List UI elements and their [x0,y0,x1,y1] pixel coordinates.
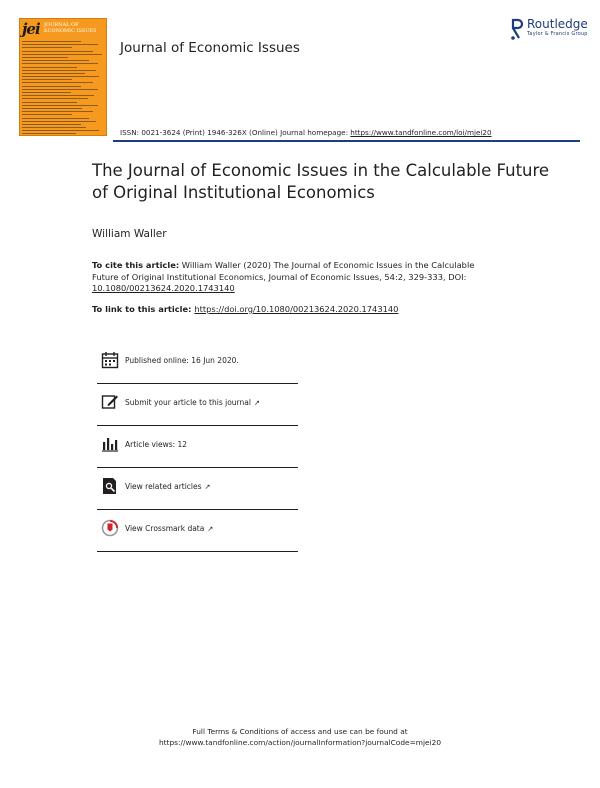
article-title: The Journal of Economic Issues in the Calculable Future of Original Institutional Economics [92,161,550,202]
journal-name: Journal of Economic Issues [120,40,300,56]
submit-article-row[interactable] [97,384,298,426]
footer-terms-link[interactable]: https://www.tandfonline.com/action/journalInformation?journalCode=mjei20 [158,738,442,747]
search-doc-icon [101,477,119,495]
issn-text: ISSN: 0021-3624 (Print) 1946-326X (Online) Journal homepage: [120,128,351,137]
submit-article-link[interactable]: Submit your article to this journal ↗ [125,398,260,407]
journal-cover-image [19,18,107,136]
calendar-icon [101,351,119,369]
article-info-list [97,342,298,552]
article-doi-link[interactable]: https://doi.org/10.1080/00213624.2020.1743140 [194,304,399,314]
published-online-label: Published online: 16 Jun 2020. [125,356,239,365]
publisher-tagline: Taylor & Francis Group [527,31,588,37]
article-link-block [92,304,398,314]
article-views-label: Article views: 12 [125,440,188,449]
external-link-icon: ↗ [253,399,260,407]
routledge-logo-icon [510,18,524,40]
article-views-row [97,426,298,468]
footer-terms-text: Full Terms & Conditions of access and use can be found at [192,727,408,736]
citation-block [92,260,502,295]
article-link-label: To link to this article: [92,304,195,314]
external-link-icon: ↗ [207,525,214,533]
crossmark-row[interactable] [97,510,298,552]
header-divider [113,140,580,142]
crossmark-link[interactable]: View Crossmark data ↗ [125,524,214,533]
issn-line [120,128,492,137]
citation-label: To cite this article: [92,260,180,270]
external-link-icon: ↗ [204,483,211,491]
publisher-name: Routledge [527,17,588,31]
cover-toc-lines [22,41,106,136]
footer [0,726,600,748]
citation-doi-link[interactable]: 10.1080/00213624.2020.1743140 [92,283,235,294]
cover-logo: jei [22,20,40,38]
article-author: William Waller [92,228,167,240]
published-online-row [97,342,298,384]
bar-chart-icon [101,435,119,453]
cover-title: JOURNAL OF ECONOMIC ISSUES [44,22,97,34]
submit-icon [101,393,119,411]
journal-homepage-link[interactable]: https://www.tandfonline.com/loi/mjei20 [350,128,492,137]
related-articles-link[interactable]: View related articles ↗ [125,482,211,491]
crossmark-icon [101,519,119,537]
citation-text: William Waller (2020) The Journal of Economic Issues in the Calculable Future of Original Institutional Economics, Journal of Economic Issues, 54:2, 329-333, DOI: [92,260,475,282]
related-articles-row[interactable] [97,468,298,510]
